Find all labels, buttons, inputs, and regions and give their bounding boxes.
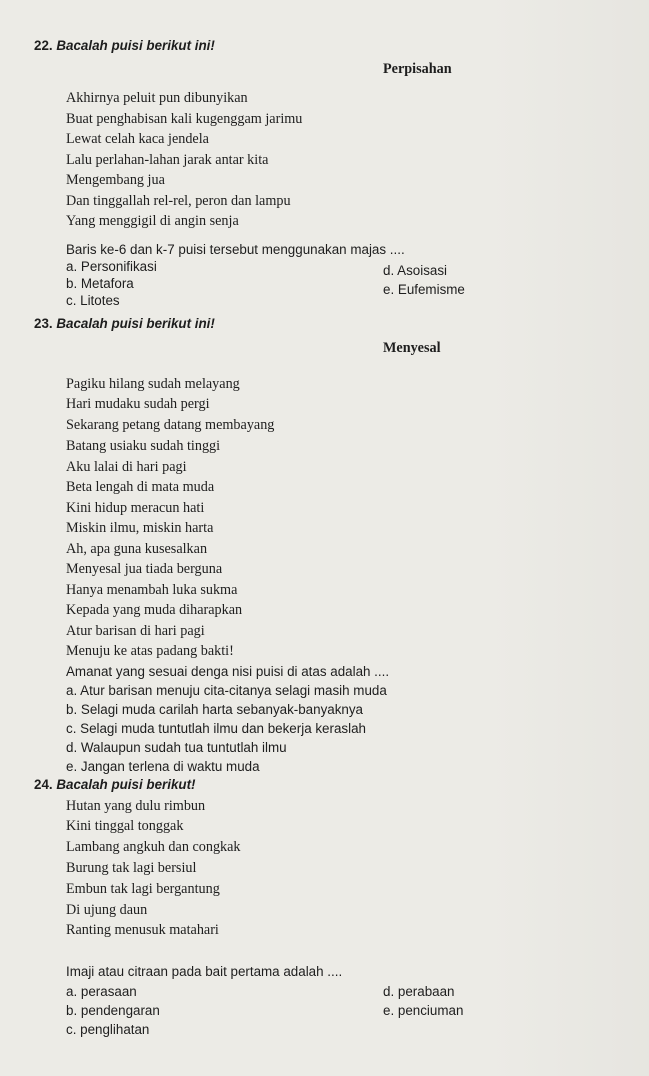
q24-poem-line: Burung tak lagi bersiul bbox=[66, 860, 197, 876]
q24-poem-line: Ranting menusuk matahari bbox=[66, 922, 219, 938]
q23-question: Amanat yang sesuai denga nisi puisi di atas adalah .... bbox=[66, 664, 390, 679]
q22-instruction: Bacalah puisi berikut ini! bbox=[56, 38, 215, 53]
q23-poem-line: Hanya menambah luka sukma bbox=[66, 582, 238, 598]
q23-poem-line: Batang usiaku sudah tinggi bbox=[66, 438, 221, 454]
q22-poem-line: Yang menggigil di angin senja bbox=[66, 213, 239, 229]
q24-option-b[interactable]: b. pendengaran bbox=[66, 1003, 160, 1018]
q23-option-b[interactable]: b. Selagi muda carilah harta sebanyak-banyaknya bbox=[66, 702, 364, 717]
q22-poem-line: Buat penghabisan kali kugenggam jarimu bbox=[66, 111, 303, 127]
q24-poem-line: Kini tinggal tonggak bbox=[66, 818, 184, 834]
q23-poem-line: Beta lengah di mata muda bbox=[66, 479, 215, 495]
q22-option-d[interactable]: d. Asoisasi bbox=[383, 263, 448, 278]
q23-option-a[interactable]: a. Atur barisan menuju cita-citanya selagi masih muda bbox=[66, 683, 387, 698]
q24-option-a[interactable]: a. perasaan bbox=[66, 984, 137, 999]
bleed-through-shading bbox=[489, 0, 649, 1076]
q22-option-e[interactable]: e. Eufemisme bbox=[383, 282, 465, 297]
q23-poem-line: Aku lalai di hari pagi bbox=[66, 459, 187, 475]
q23-poem-line: Miskin ilmu, miskin harta bbox=[66, 520, 214, 536]
q23-poem-line: Ah, apa guna kusesalkan bbox=[66, 541, 208, 557]
q23-poem-line: Menyesal jua tiada berguna bbox=[66, 561, 223, 577]
q23-poem-title: Menyesal bbox=[383, 340, 441, 356]
q23-option-e[interactable]: e. Jangan terlena di waktu muda bbox=[66, 759, 260, 774]
q23-poem-line: Menuju ke atas padang bakti! bbox=[66, 643, 234, 659]
q23-number: 23. bbox=[34, 316, 53, 331]
q24-poem-line: Di ujung daun bbox=[66, 902, 148, 918]
q23-poem-line: Sekarang petang datang membayang bbox=[66, 417, 275, 433]
q23-poem-line: Atur barisan di hari pagi bbox=[66, 623, 205, 639]
q23-header bbox=[34, 316, 215, 331]
q22-poem-title: Perpisahan bbox=[383, 61, 452, 77]
q22-number: 22. bbox=[34, 38, 53, 53]
q23-poem-line: Pagiku hilang sudah melayang bbox=[66, 376, 240, 392]
q23-poem-line: Kini hidup meracun hati bbox=[66, 500, 205, 516]
q24-header bbox=[34, 777, 196, 792]
q24-poem-line: Hutan yang dulu rimbun bbox=[66, 798, 206, 814]
q24-poem-line: Lambang angkuh dan congkak bbox=[66, 839, 241, 855]
q22-poem-line: Mengembang jua bbox=[66, 172, 165, 188]
q24-instruction: Bacalah puisi berikut! bbox=[56, 777, 196, 792]
q22-poem-line: Lewat celah kaca jendela bbox=[66, 131, 209, 147]
q22-poem-line: Dan tinggallah rel-rel, peron dan lampu bbox=[66, 193, 291, 209]
q23-option-d[interactable]: d. Walaupun sudah tua tuntutlah ilmu bbox=[66, 740, 287, 755]
q23-poem-line: Kepada yang muda diharapkan bbox=[66, 602, 243, 618]
q23-option-c[interactable]: c. Selagi muda tuntutlah ilmu dan bekerja keraslah bbox=[66, 721, 366, 736]
q24-number: 24. bbox=[34, 777, 53, 792]
q23-poem-line: Hari mudaku sudah pergi bbox=[66, 396, 210, 412]
q24-poem-line: Embun tak lagi bergantung bbox=[66, 881, 220, 897]
q22-option-c[interactable]: c. Litotes bbox=[66, 293, 120, 308]
q23-instruction: Bacalah puisi berikut ini! bbox=[56, 316, 215, 331]
q24-option-e[interactable]: e. penciuman bbox=[383, 1003, 464, 1018]
q24-option-c[interactable]: c. penglihatan bbox=[66, 1022, 150, 1037]
q24-question: Imaji atau citraan pada bait pertama adalah .... bbox=[66, 964, 343, 979]
q24-option-d[interactable]: d. perabaan bbox=[383, 984, 455, 999]
q22-poem-line: Akhirnya peluit pun dibunyikan bbox=[66, 90, 248, 106]
q22-question: Baris ke-6 dan k-7 puisi tersebut menggunakan majas .... bbox=[66, 242, 405, 257]
q22-option-b[interactable]: b. Metafora bbox=[66, 276, 134, 291]
q22-poem-line: Lalu perlahan-lahan jarak antar kita bbox=[66, 152, 269, 168]
q22-header bbox=[34, 38, 215, 53]
q22-option-a[interactable]: a. Personifikasi bbox=[66, 259, 157, 274]
